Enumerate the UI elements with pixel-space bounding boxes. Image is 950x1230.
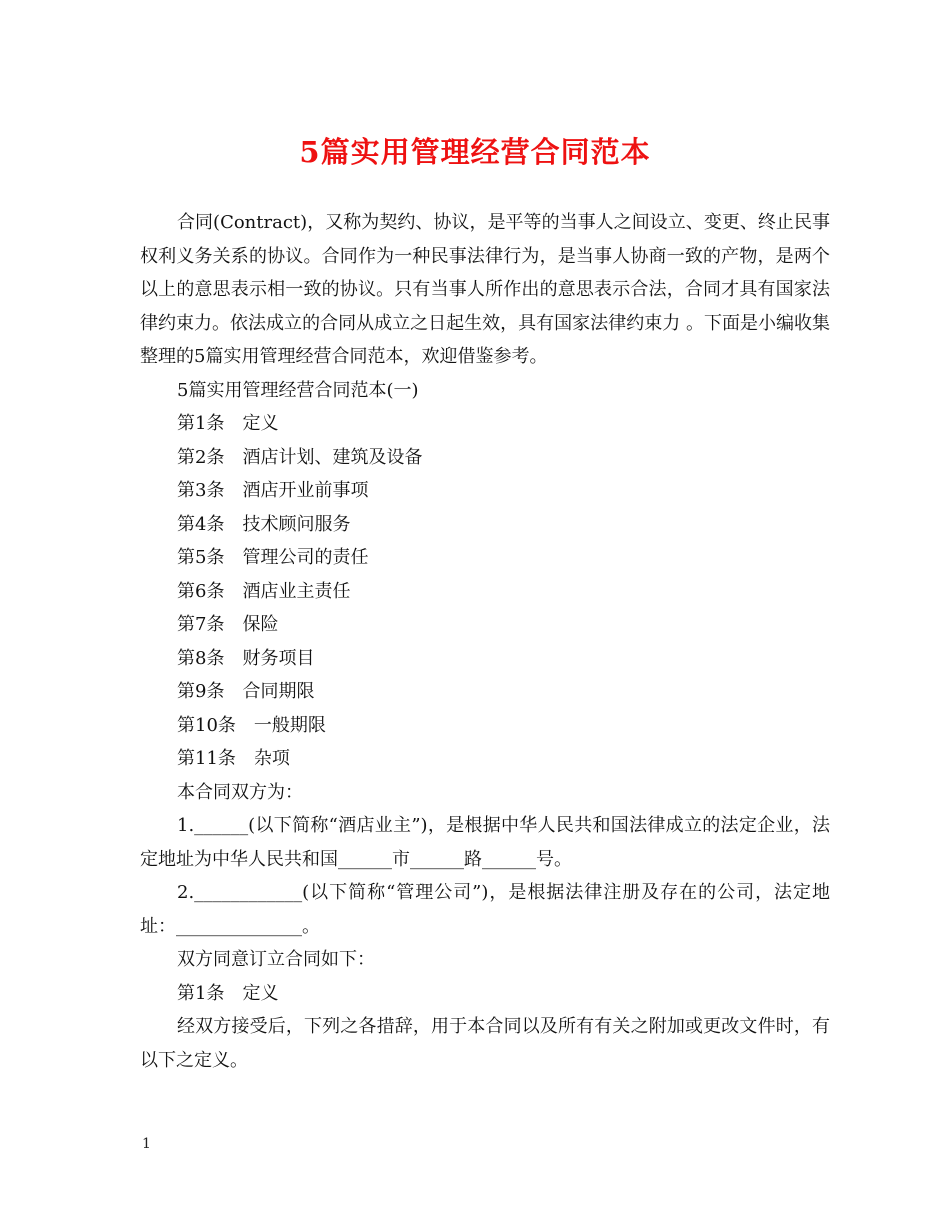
article-item: 第11条 杂项: [177, 748, 290, 769]
article-item: 第7条 保险: [177, 614, 279, 635]
article-item: 第10条 一般期限: [177, 714, 326, 736]
article-item: 第2条 酒店计划、建筑及设备: [177, 446, 423, 468]
article-item: 第5条 管理公司的责任: [177, 547, 369, 568]
agreement-line: 双方同意订立合同如下：: [177, 949, 375, 970]
party-1-clause: 1.______(以下简称“酒店业主”)，是根据中华人民共和国法律成立的法定企业，法定地址为中华人民共和国______市______路______号。: [140, 815, 830, 870]
article-item: 第1条 定义: [177, 413, 279, 434]
section-1-heading: 第1条 定义: [177, 982, 279, 1004]
parties-intro: 本合同双方为：: [177, 781, 303, 803]
subheading-template-1: 5篇实用管理经营合同范本(一): [177, 379, 419, 401]
article-item: 第9条 合同期限: [177, 681, 315, 702]
document-body: [140, 206, 830, 1077]
document-title: 5篇实用管理经营合同范本: [299, 135, 651, 169]
article-list: [140, 407, 830, 776]
page-number: 1: [142, 1136, 151, 1152]
article-item: 第3条 酒店开业前事项: [177, 480, 369, 501]
section-1-text: 经双方接受后，下列之各措辞，用于本合同以及所有有关之附加或更改文件时，有以下之定义。: [140, 1016, 830, 1071]
article-item: 第8条 财务项目: [177, 647, 315, 669]
article-item: 第6条 酒店业主责任: [177, 580, 351, 602]
article-item: 第4条 技术顾问服务: [177, 513, 351, 535]
party-2-clause: 2.____________(以下简称“管理公司”)，是根据法律注册及存在的公司，法定地址：______________。: [140, 882, 830, 937]
intro-paragraph: 合同(Contract)，又称为契约、协议，是平等的当事人之间设立、变更、终止民事权利义务关系的协议。合同作为一种民事法律行为，是当事人协商一致的产物，是两个以上的意思表示相一致的协议。只有当事人所作出的意思表示合法，合同才具有国家法律约束力。依法成立的合同从成立之日起生效，具有国家法律约束力 。下面是小编收集整理的5篇实用管理经营合同范本，欢迎借鉴参考。: [140, 212, 830, 367]
